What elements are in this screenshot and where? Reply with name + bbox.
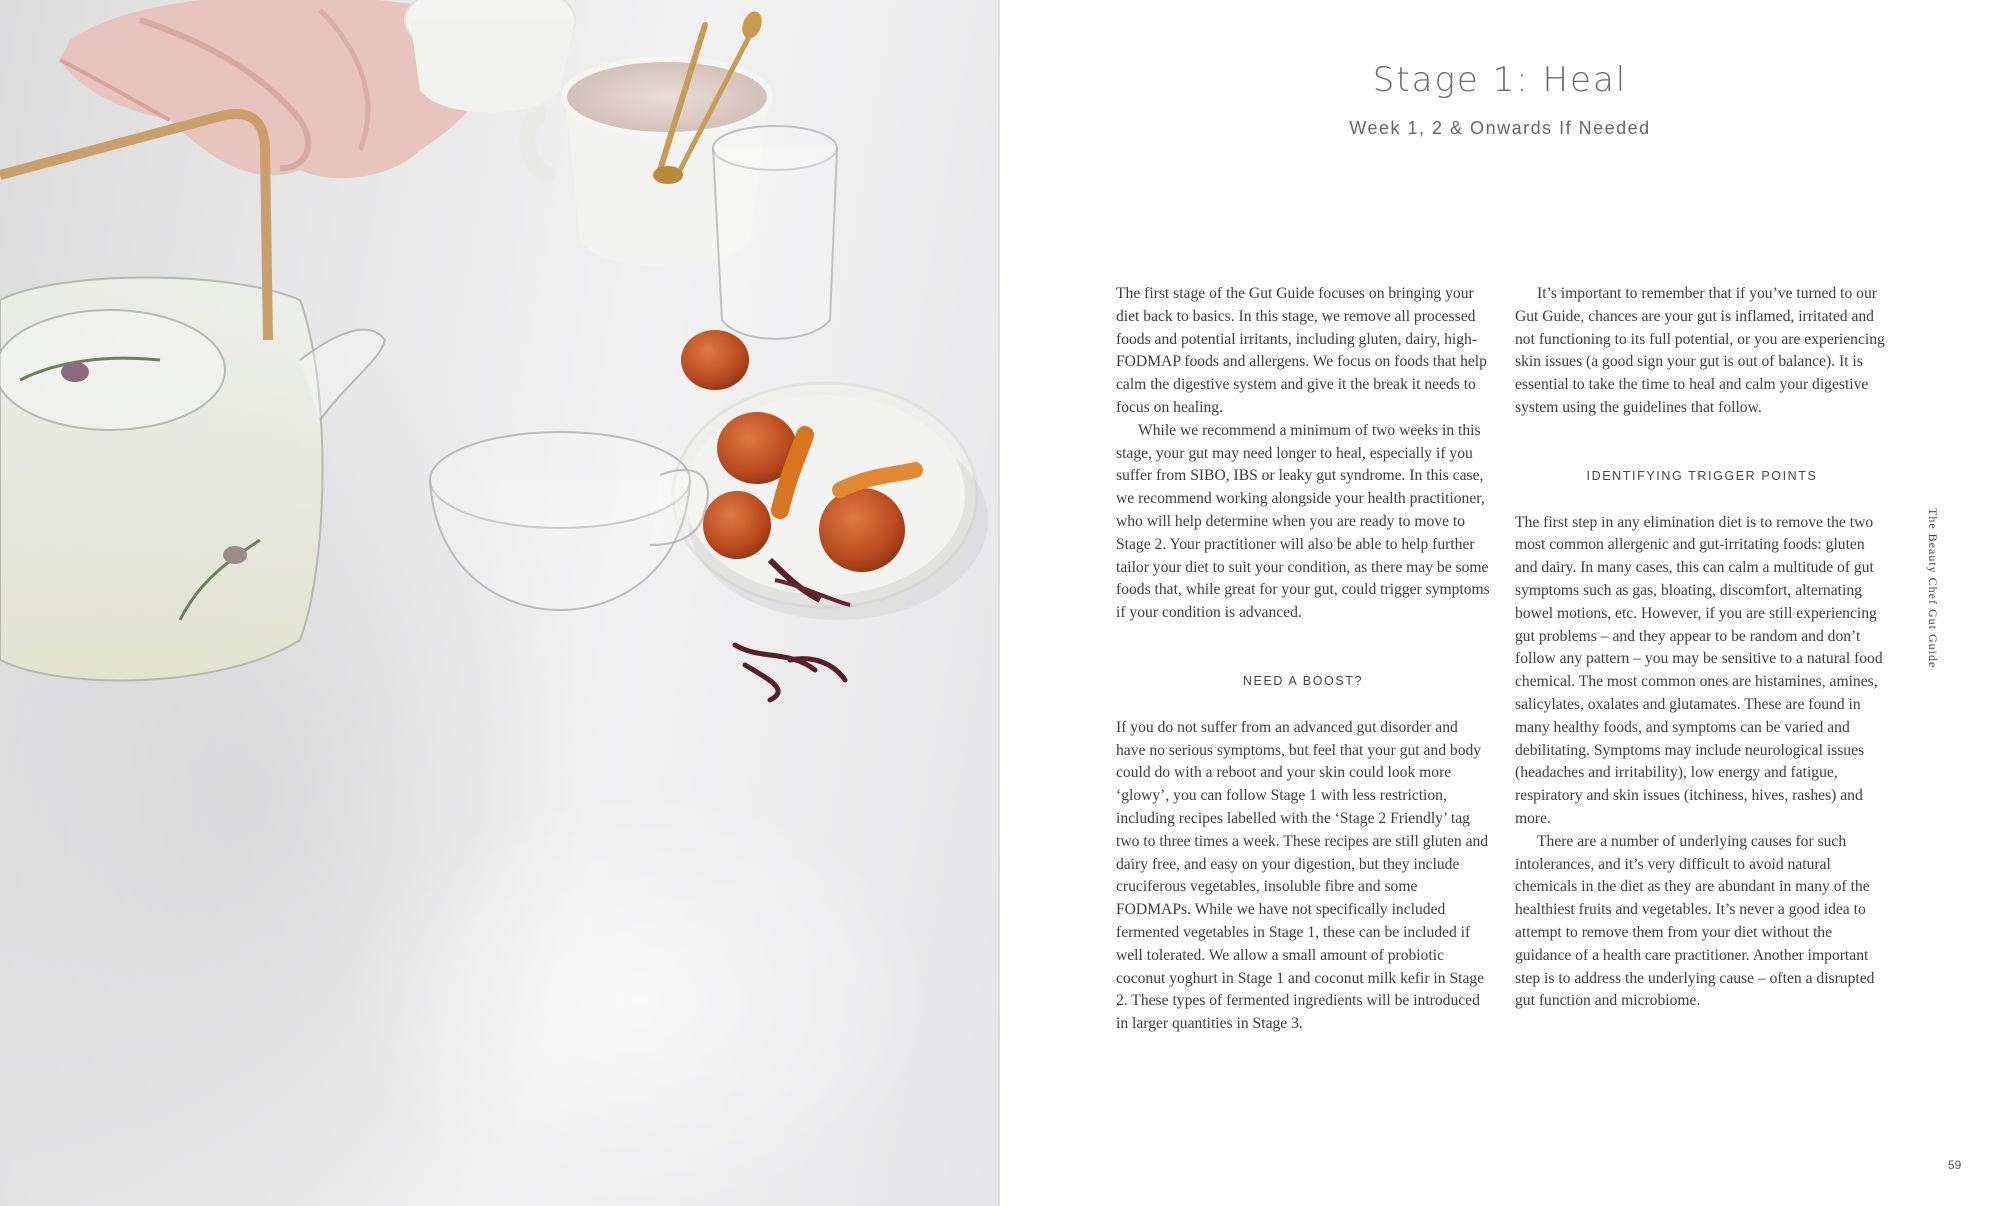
right-column [1515, 283, 1889, 1013]
body-paragraph: It’s important to remember that if you’ve turned to our Gut Guide, chances are your gut is inflamed, irritated and not functioning to its full potential, or you are experiencing skin issues (a good sign your gut is out of balance). It is essential to take the time to heal and calm your digestive system using the guidelines that follow. [1515, 285, 1885, 416]
boost-paragraph: If you do not suffer from an advanced gut disorder and have no serious symptoms, but feel that your gut and body could do with a reboot and your skin could look more ‘glowy’, you can follow Stage 1 with less restriction, including recipes labelled with the ‘Stage 2 Friendly’ tag two to three times a week. These recipes are still gluten and dairy free, and easy on your digestion, but they include cruciferous vegetables, insoluble fibre and some FODMAPs. While we have not specifically included fermented vegetables in Stage 1, these can be included if well tolerated. We allow a small amount of probiotic coconut yoghurt in Stage 1 and coconut milk kefir in Stage 2. These types of fermented ingredients will be introduced in larger quantities in Stage 3. [1116, 718, 1489, 1033]
text-page [1000, 0, 2000, 1206]
plate [673, 383, 988, 620]
intro-paragraph: The first stage of the Gut Guide focuses on bringing your diet back to basics. In this stage, we remove all processed foods and potential irritants, including gluten, dairy, high-FODMAP foods and allergens. We focus on foods that help calm the digestive system and give it the break it needs to focus on healing. [1116, 285, 1487, 416]
section-heading-identifying-trigger-points: IDENTIFYING TRIGGER POINTS [1586, 468, 1818, 483]
left-column [1116, 283, 1490, 1036]
running-head [1926, 508, 1940, 708]
section-heading-need-a-boost: NEED A BOOST? [1242, 673, 1364, 688]
dried-hibiscus [735, 645, 845, 700]
body-paragraph: There are a number of underlying causes for such intolerances, and it’s very difficult to avoid natural chemicals in the diet as they are abundant in many of the healthiest fruits and vegetables. It’s never a good idea to attempt to remove them from your diet without the guidance of a health care practitioner. Another important step is to address the underlying cause – often a disrupted gut function and microbiome. [1515, 832, 1875, 1010]
running-head-text: The Beauty Chef Gut Guide [1926, 508, 1940, 669]
page-subtitle: Week 1, 2 & Onwards If Needed [1349, 118, 1651, 138]
glass-teacup [430, 432, 708, 610]
body-paragraph: While we recommend a minimum of two weeks in this stage, your gut may need longer to heal, especially if you suffer from SIBO, IBS or leaky gut syndrome. In this case, we recommend working alongside your health practitioner, who will help determine when you are ready to move to Stage 2. Your practitioner will also be able to help further tailor your diet to suit your condition, as there may be some foods that, while great for your gut, could trigger symptoms if your condition is advanced. [1116, 421, 1490, 622]
plum-single [681, 330, 749, 390]
glass-teapot [0, 114, 385, 680]
page-number: 59 [1948, 1158, 1962, 1172]
body-paragraph: The first step in any elimination diet is to remove the two most common allergenic and gut-irritating foods: gluten and dairy. In many cases, this can calm a multitude of gut symptoms such as gas, bloating, discomfort, alternating bowel motions, etc. However, if you are still experiencing gut problems – and they appear to be random and don’t follow any pattern – you may be sensitive to a natural food chemical. The most common ones are histamines, amines, salicylates, oxalates and glutamates. These are found in many healthy foods, and symptoms can be varied and debilitating. Symptoms may include neurological issues (headaches and irritability), low energy and fatigue, respiratory and skin issues (itchiness, hives, rashes) and more. [1515, 513, 1883, 827]
glass-tumbler [713, 126, 837, 339]
page-title: Stage 1: Heal [1372, 60, 1628, 100]
